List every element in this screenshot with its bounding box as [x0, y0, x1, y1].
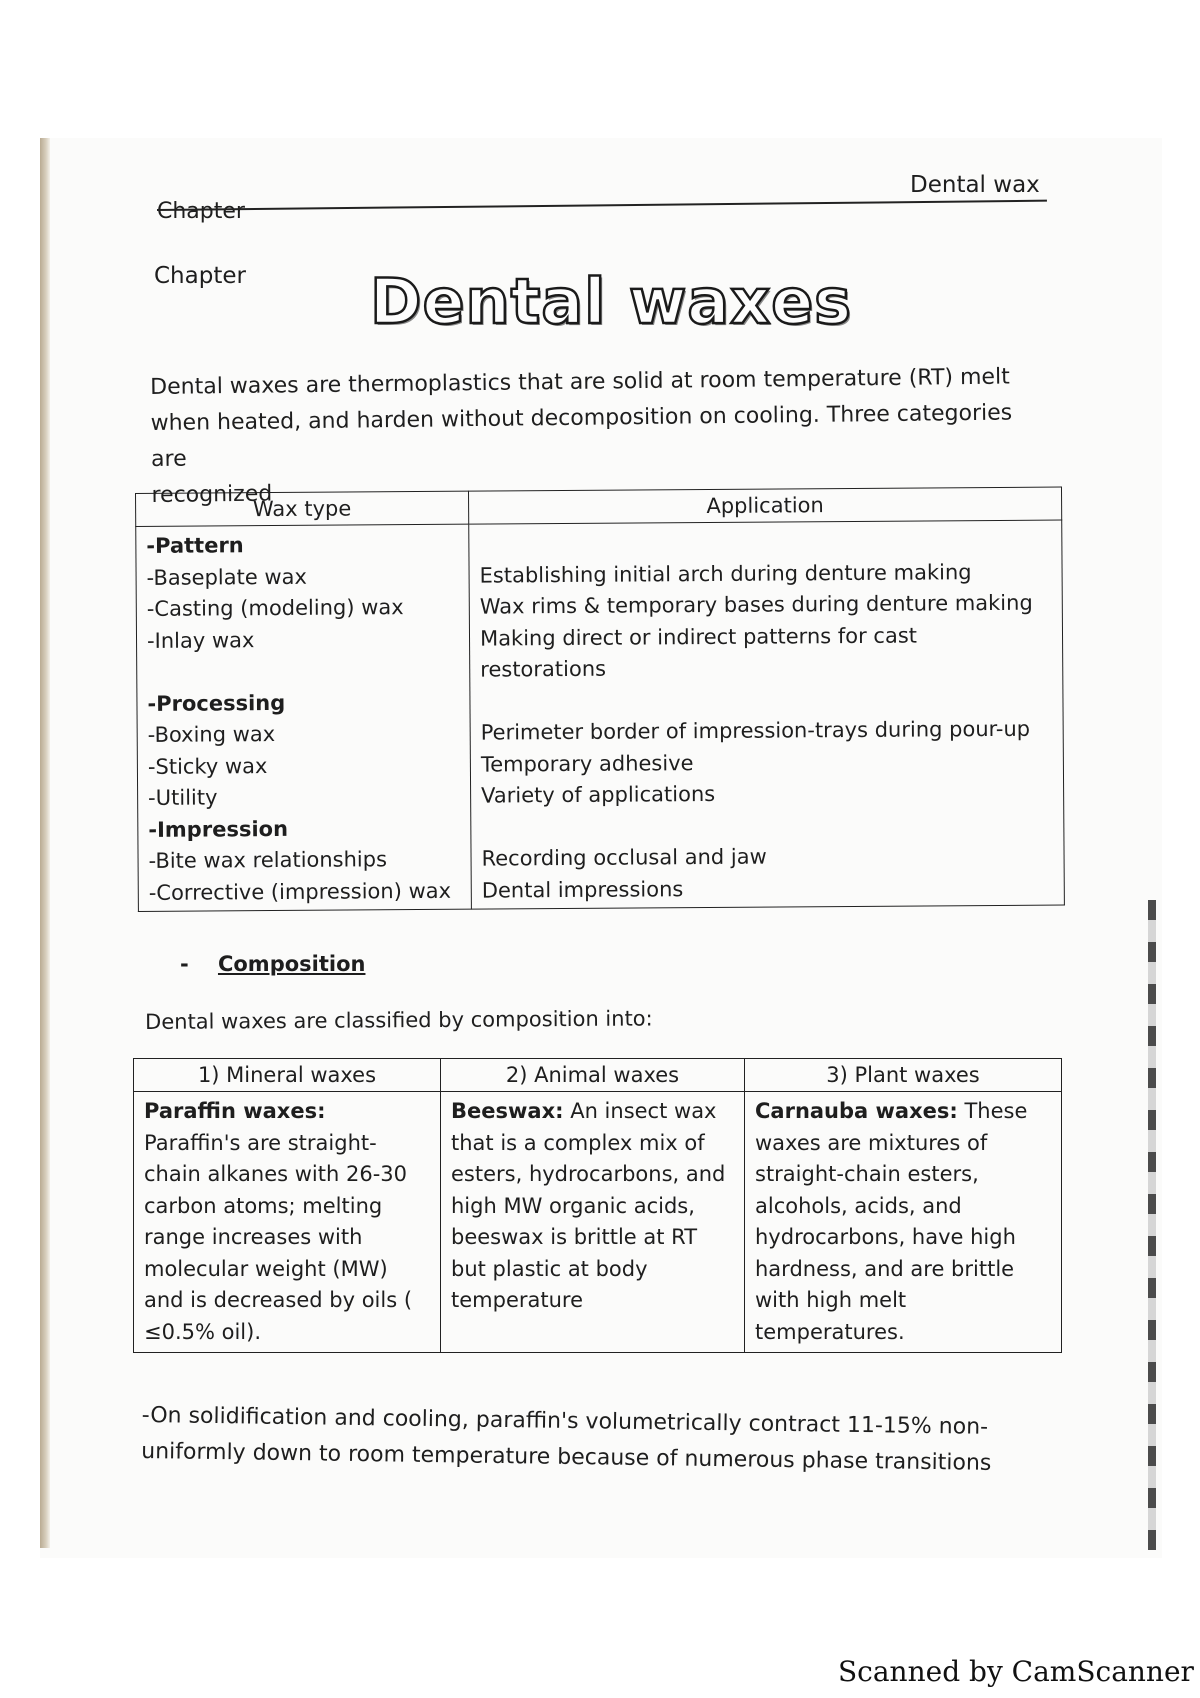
application-item: Perimeter border of impression-trays during pour-up: [480, 716, 1031, 745]
wax-type-item: -Utility: [148, 785, 218, 810]
composition-table: [133, 1058, 1062, 1353]
cell-line: that is a complex mix of: [451, 1130, 705, 1155]
page-title: Dental waxes: [370, 265, 853, 338]
application-item: [481, 808, 1055, 844]
closing-line: -On solidification and cooling, paraffin's volumetrically contract 11-15% non-: [141, 1402, 989, 1440]
cell-line: but plastic at body: [451, 1256, 648, 1281]
wax-type-item: -Boxing wax: [147, 722, 276, 747]
wax-group-processing: -Processing: [147, 690, 286, 716]
wax-type-item: -Bite wax relationships: [148, 847, 388, 873]
mineral-waxes-header: 1) Mineral waxes: [134, 1059, 441, 1092]
beeswax-lead: Beeswax:: [451, 1099, 564, 1123]
wax-group-pattern: -Pattern: [146, 533, 244, 558]
intro-line: when heated, and harden without decomposition on cooling. Three categories are: [150, 400, 1013, 472]
composition-bullet: -: [180, 952, 189, 976]
application-item: [479, 525, 1053, 561]
wax-type-item: [147, 655, 461, 689]
cell-line: temperatures.: [755, 1319, 905, 1344]
cell-line: An insect wax: [570, 1099, 717, 1123]
page-right-edge-shadow: [1148, 900, 1156, 1550]
cell-line: with high melt: [755, 1288, 907, 1312]
wax-group-impression: -Impression: [148, 816, 289, 842]
page-binding-edge: [40, 138, 50, 1548]
mineral-waxes-cell: [134, 1092, 441, 1353]
intro-line: Dental waxes are thermoplastics that are solid at room temperature (RT) melt: [150, 364, 1010, 400]
wax-type-table: [135, 487, 1065, 912]
carnauba-lead: Carnauba waxes:: [755, 1099, 958, 1123]
cell-line: carbon atoms; melting: [144, 1193, 383, 1218]
application-column: [469, 520, 1065, 909]
application-item: Making direct or indirect patterns for cast: [479, 623, 918, 651]
wax-type-column: [136, 524, 472, 911]
paraffin-lead: Paraffin waxes:: [144, 1099, 326, 1123]
wax-type-item: -Baseplate wax: [146, 564, 307, 590]
application-item: Temporary adhesive: [480, 750, 694, 777]
cell-line: range increases with: [144, 1225, 363, 1249]
cell-line: esters, hydrocarbons, and: [451, 1162, 726, 1186]
composition-intro: Dental waxes are classified by composition into:: [145, 1006, 653, 1034]
application-item: [480, 682, 1054, 718]
intro-line: recognized: [151, 481, 273, 508]
application-header: Application: [468, 487, 1061, 524]
scanner-watermark: Scanned by CamScanner: [838, 1655, 1194, 1688]
wax-type-item: -Casting (modeling) wax: [146, 595, 404, 621]
cell-line: chain alkanes with 26-30: [144, 1162, 408, 1186]
application-item: Recording occlusal and jaw: [481, 844, 767, 871]
cell-line: waxes are mixtures of: [755, 1130, 988, 1155]
cell-line: Paraffin's are straight-: [144, 1130, 377, 1155]
wax-type-item: -Corrective (impression) wax: [148, 878, 452, 905]
composition-title: Composition: [217, 952, 366, 976]
cell-line: ≤0.5% oil).: [144, 1319, 262, 1344]
cell-line: hydrocarbons, have high: [755, 1225, 1016, 1249]
closing-paragraph: [141, 1398, 1042, 1483]
application-item: restorations: [480, 656, 607, 682]
animal-waxes-header: 2) Animal waxes: [441, 1059, 745, 1092]
application-item: Dental impressions: [481, 876, 684, 903]
cell-line: temperature: [451, 1288, 583, 1312]
application-item: Wax rims & temporary bases during denture making: [479, 590, 1033, 619]
closing-line: uniformly down to room temperature because of numerous phase transitions: [141, 1438, 992, 1476]
cell-line: These: [964, 1099, 1028, 1123]
application-item: Variety of applications: [481, 781, 716, 808]
wax-type-header: Wax type: [136, 491, 469, 526]
cell-line: molecular weight (MW): [144, 1256, 388, 1281]
cell-line: high MW organic acids,: [451, 1193, 695, 1218]
application-item: Establishing initial arch during denture making: [479, 559, 972, 588]
cell-line: hardness, and are brittle: [755, 1256, 1015, 1281]
header-chapter-label: Chapter: [157, 199, 245, 224]
composition-heading: [180, 952, 365, 976]
animal-waxes-cell: [441, 1092, 745, 1353]
cell-line: alcohols, acids, and: [755, 1193, 962, 1218]
header-topic: Dental wax: [910, 172, 1040, 198]
chapter-label: Chapter: [154, 263, 246, 289]
cell-line: and is decreased by oils (: [144, 1288, 413, 1312]
composition-header-row: [134, 1059, 1062, 1092]
plant-waxes-cell: [745, 1092, 1062, 1353]
wax-type-item: -Inlay wax: [146, 627, 255, 653]
plant-waxes-header: 3) Plant waxes: [745, 1059, 1062, 1092]
cell-line: straight-chain esters,: [755, 1162, 979, 1186]
wax-type-item: -Sticky wax: [147, 753, 268, 779]
cell-line: beeswax is brittle at RT: [451, 1225, 698, 1249]
